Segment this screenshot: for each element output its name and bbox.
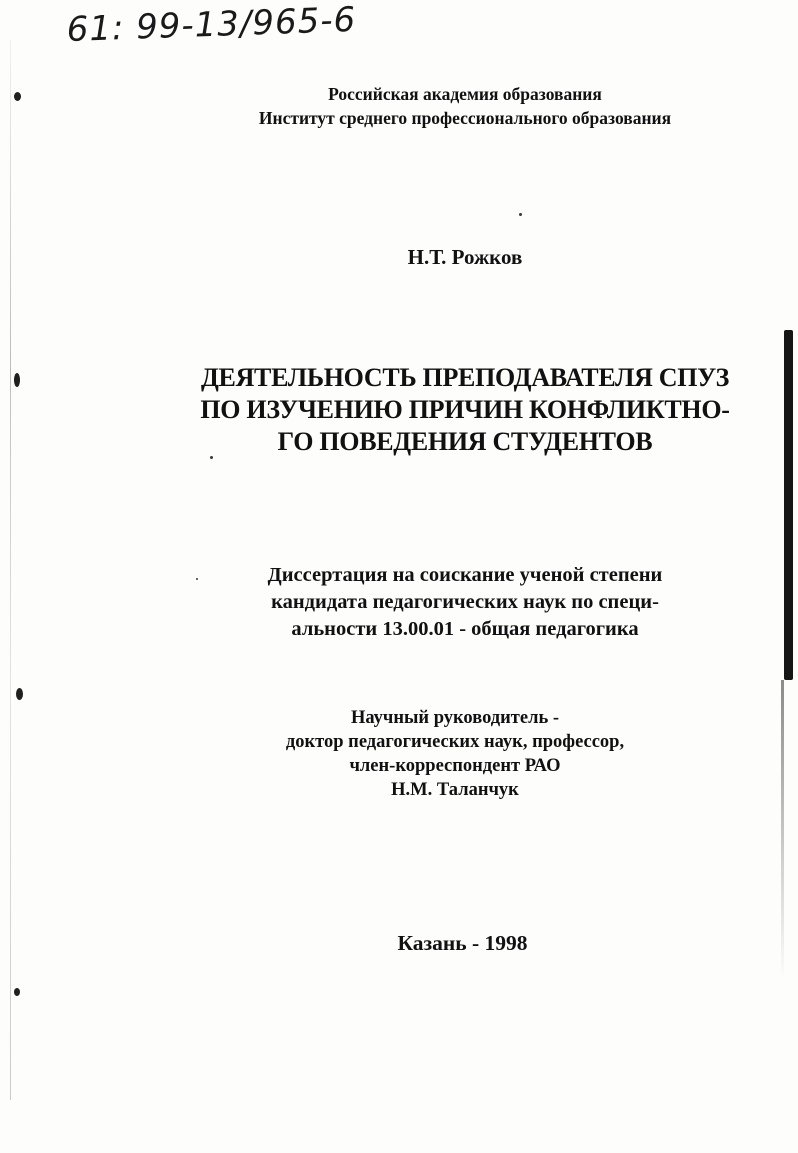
degree-statement: [180, 562, 750, 643]
degree-line: альности 13.00.01 - общая педагогика: [291, 618, 639, 640]
degree-line: Диссертация на соискание ученой степени: [267, 564, 663, 586]
scan-speck: [519, 213, 522, 216]
title-line: ПО ИЗУЧЕНИЮ ПРИЧИН КОНФЛИКТНО-: [200, 395, 730, 424]
scan-edge-line: [10, 40, 11, 1100]
institute-line: Институт среднего профессионального образования: [258, 108, 672, 128]
title-line: ГО ПОВЕДЕНИЯ СТУДЕНТОВ: [277, 427, 653, 456]
place-and-year: Казань - 1998: [397, 931, 528, 955]
advisor-name: Н.М. Таланчук: [391, 780, 519, 800]
scientific-advisor: [200, 706, 710, 802]
dissertation-title: [160, 362, 770, 458]
degree-line: кандидата педагогических наук по специ-: [271, 591, 659, 613]
handwritten-accession-number: 61: 99-13/965-6: [66, 0, 357, 50]
scan-binding-shadow-thin: [781, 680, 784, 980]
punch-hole-mark: [14, 373, 20, 387]
organization-header: [160, 82, 770, 130]
punch-hole-mark: [14, 92, 21, 101]
title-line: ДЕЯТЕЛЬНОСТЬ ПРЕПОДАВАТЕЛЯ СПУЗ: [200, 363, 730, 392]
advisor-line: доктор педагогических наук, профессор,: [285, 732, 625, 752]
punch-hole-mark: [14, 988, 20, 996]
punch-hole-mark: [16, 688, 23, 700]
scan-binding-shadow: [784, 330, 793, 680]
advisor-line: член-корреспондент РАО: [349, 756, 561, 776]
author-name: Н.Т. Рожков: [407, 245, 523, 269]
organization-line: Российская академия образования: [328, 84, 602, 104]
advisor-line: Научный руководитель -: [350, 708, 560, 728]
